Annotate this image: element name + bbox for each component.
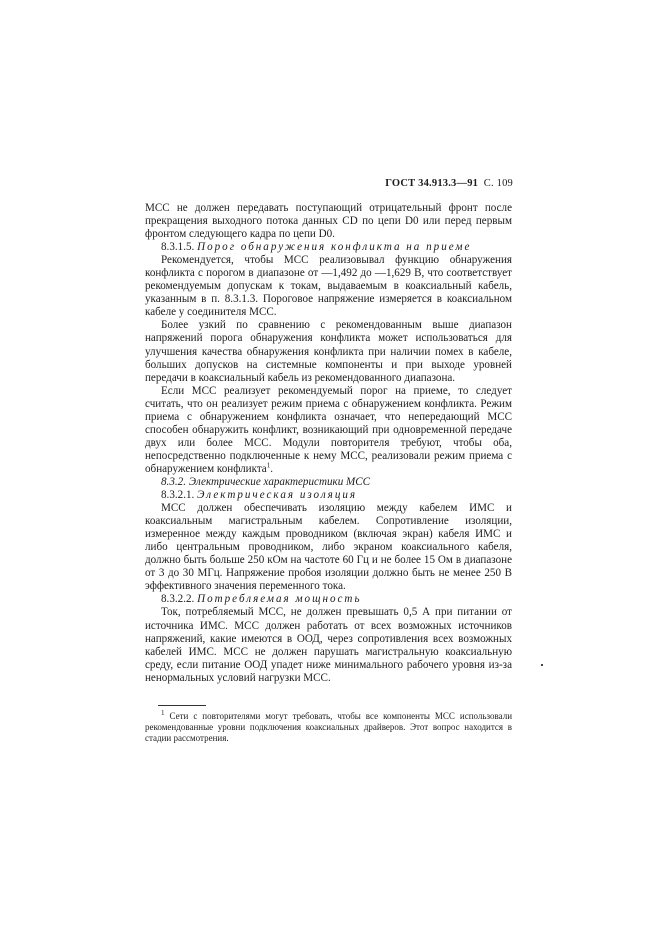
running-header [385,178,513,189]
section-number: 8.3.1.5. [161,241,195,254]
section-8-3-2-heading: 8.3.2. Электрические характеристики МСС [161,475,371,488]
body-text [145,202,512,685]
section-8-3-1-5-heading [145,241,512,254]
footnote-text: Сети с повторителями могут требовать, чтобы все компоненты МСС использовали рекомендованные уровни подключения коаксиальных драйверов. Этот вопрос находится в стадии рассмотрения. [145,711,513,744]
paragraph: Более узкий по сравнению с рекомендованным выше диапазон напряжений порога обнаружения конфликта может использоваться для улучшения качества обнаружения конфликта при наличии помех в кабеле, больших допусков на системные компоненты и при выходе уровней передачи в коаксиальный кабель из рекомендованного диапазона. [145,319,512,384]
paragraph: Рекомендуется, чтобы МСС реализовывал функцию обнаружения конфликта с порогом в диапазоне от —1,492 до —1,629 В, что соответствует рекомендуемым допускам к токам, выдаваемым в коаксиальный кабель, указанным в п. 8.3.1.3. Пороговое напряжение измеряется в коаксиальном кабеле у соединителя МСС. [145,254,512,319]
paragraph: МСС должен обеспечивать изоляцию между кабелем ИМС и коаксиальным магистральным кабелем. Сопротивление изоляции, измеренное между каждым проводником (включая экран) кабеля ИМС и либо центральным проводником, либо экраном коаксиального кабеля, должно быть больше 250 кОм на частоте 60 Гц и не более 15 Ом в диапазоне от 3 до 30 МГц. Напряжение пробоя изоляции должно быть не менее 250 В эффективного значения переменного тока. [145,502,512,593]
paragraph-continuation: МСС не должен передавать поступающий отрицательный фронт после прекращения выходного потока данных CD по цепи D0 или перед первым фронтом следующего кадра по цепи D0. [145,202,512,241]
footnote-divider [158,705,206,706]
section-number: 8.3.2.2. [161,593,195,606]
section-title: Электрическая изоляция [197,489,358,502]
footnote-mark: 1 [161,709,165,717]
scan-speck [541,664,543,666]
paragraph: Если МСС реализует рекомендуемый порог на приеме, то следует считать, что он реализует режим приема с обнаружением конфликта. Режим приема с обнаружением конфликта означает, что непередающий МСС способен обнаружить конфликт, возникающий при одновременной передаче двух или более МСС. Модули повторителя требуют, чтобы оба, непосредственно подключенные к нему МСС, реализовали режим приема с обнаружением конфликта$^1$. [145,384,512,475]
footnote-paragraph [145,711,512,745]
section-title: Порог обнаружения конфликта на приеме [197,241,472,254]
paragraph-text: Если МСС реализует рекомендуемый порог на приеме, то следует считать, что он реализует режим приема с обнаружением конфликта. Режим приема с обнаружением конфликта означает, что непередающий МСС способен обнаружить конфликт, возникающий при одновременной передаче двух или более МСС. Модули повторителя требуют, чтобы оба, непосредственно подключенные к нему МСС, реализовали режим приема с обнаружением конфликта [145,384,512,475]
section-8-3-2-1-heading [145,489,512,502]
section-number: 8.3.2.1. [161,489,195,502]
section-title: Потребляемая мощность [197,593,362,606]
footnote [145,711,512,745]
footnote-reference: 1 [266,461,271,470]
paragraph: Ток, потребляемый МСС, не должен превышать 0,5 А при питании от источника ИМС. МСС должен работать от всех возможных источников напряжений, какие имеются в ООД, через сопротивления всех возможных кабелей ИМС. МСС не должен парушать магистральную коаксиальную среду, если питание ООД упадет ниже минимального рабочего уровня из-за ненормальных условий нагрузки МСС. [145,606,512,684]
section-8-3-2-2-heading [145,593,512,606]
standard-number: ГОСТ 34.913.3—91 [385,178,479,189]
page-number: С. 109 [483,178,513,189]
